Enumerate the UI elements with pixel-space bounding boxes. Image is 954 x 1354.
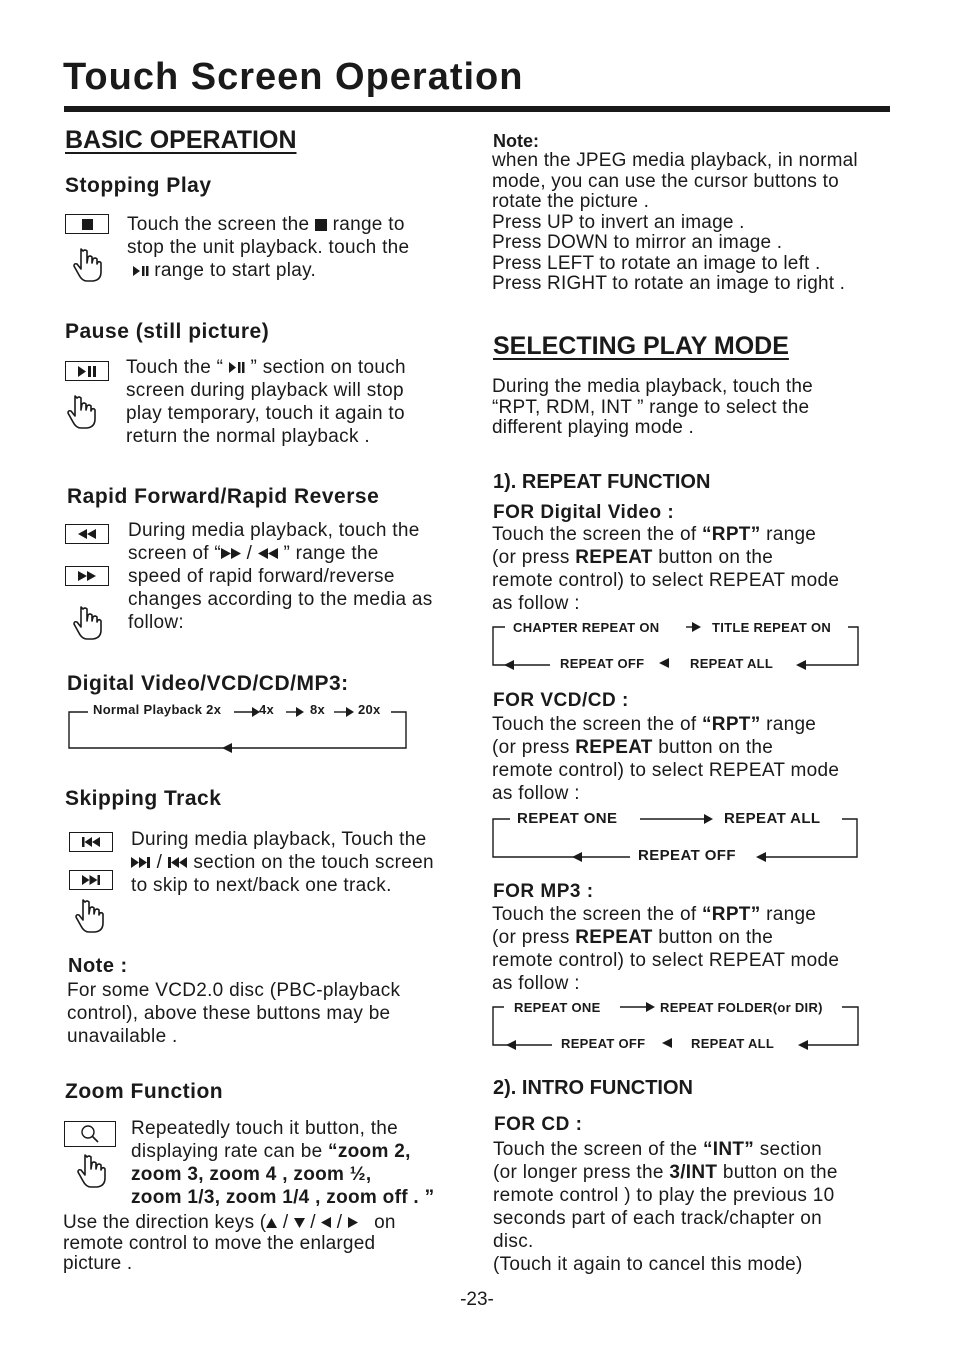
rapid-text-1: During media playback, touch the xyxy=(128,520,420,541)
skip-text-3: to skip to next/back one track. xyxy=(131,875,392,896)
note-text-3: unavailable . xyxy=(67,1026,178,1047)
fast-forward-button-icon xyxy=(65,566,109,586)
mp3-flow-3: REPEAT OFF xyxy=(561,1036,646,1051)
next-track-button-icon xyxy=(69,870,113,890)
hand-pointer-icon xyxy=(76,1154,106,1190)
next-track-icon xyxy=(131,857,151,868)
pause-text-2: screen during playback will stop xyxy=(126,380,404,401)
zoom-text-5c: / xyxy=(310,1212,316,1233)
mp3-text-2c: button on the xyxy=(652,927,774,948)
vcd-flow-1: REPEAT ONE xyxy=(517,810,618,827)
mode-text-2: “RPT, RDM, INT ” range to select the xyxy=(492,396,810,418)
rapid-text-2b: / xyxy=(246,543,253,564)
mp3-flow-1: REPEAT ONE xyxy=(514,1000,601,1015)
cd-text-2c: button on the xyxy=(717,1162,838,1183)
mp3-flow-4: REPEAT ALL xyxy=(691,1036,775,1051)
cd-text-1c: section xyxy=(754,1139,822,1160)
rewind-icon xyxy=(258,548,278,559)
zoom-text-3: zoom 3, zoom 4 , zoom ½, xyxy=(131,1164,372,1185)
dvd-flow-1: CHAPTER REPEAT ON xyxy=(513,620,660,635)
zoom-text-2b: “zoom 2, xyxy=(328,1141,411,1162)
fast-forward-icon xyxy=(221,548,241,559)
mp3-heading: FOR MP3 : xyxy=(493,881,594,902)
skip-text-2b: section on the touch screen xyxy=(193,852,434,873)
vcd-flow-2: REPEAT ALL xyxy=(724,810,821,827)
dvd-text-1b: “RPT” xyxy=(702,524,761,545)
hand-pointer-icon xyxy=(72,248,102,284)
mode-text-1: During the media playback, touch the xyxy=(492,376,813,397)
down-arrow-icon xyxy=(294,1218,305,1228)
title-rule xyxy=(64,106,890,112)
pause-heading: Pause (still picture) xyxy=(65,320,270,343)
pause-text-4: return the normal playback . xyxy=(126,426,370,447)
vcd-flow-3: REPEAT OFF xyxy=(638,847,736,864)
vcd-text-1b: “RPT” xyxy=(702,714,761,735)
zoom-text-5e: on xyxy=(374,1212,396,1233)
intro-function-heading: 2). INTRO FUNCTION xyxy=(493,1077,693,1099)
dvd-flow-3: REPEAT OFF xyxy=(560,656,645,671)
dv-step-1: Normal Playback 2x xyxy=(93,702,222,717)
rapid-text-3: speed of rapid forward/reverse xyxy=(128,566,395,587)
stopping-text-1b: range to xyxy=(332,214,405,235)
rapid-text-2c: ” range the xyxy=(283,543,379,564)
vcd-text-3: remote control) to select REPEAT mode xyxy=(492,760,840,781)
stopping-text-2: stop the unit playback. touch the xyxy=(127,237,410,258)
right-arrow-icon xyxy=(348,1217,358,1228)
jpeg-note-text-3: rotate the picture . xyxy=(492,191,650,212)
note-heading: Note : xyxy=(68,955,128,977)
dvd-heading: FOR Digital Video : xyxy=(493,502,675,523)
dvd-text-2c: button on the xyxy=(652,547,774,568)
jpeg-note-text-4: Press UP to invert an image . xyxy=(492,211,745,233)
page-number: -23- xyxy=(460,1289,494,1310)
hand-pointer-icon xyxy=(72,606,102,642)
jpeg-note-text-7: Press RIGHT to rotate an image to right . xyxy=(492,273,846,294)
dv-step-2: 4x xyxy=(259,702,275,717)
basic-operation-heading: BASIC OPERATION xyxy=(65,126,297,154)
pause-text-1a: Touch the “ xyxy=(126,357,224,378)
stop-button-icon xyxy=(65,214,109,234)
vcd-text-1c: range xyxy=(760,714,817,735)
cd-text-2b: 3/INT xyxy=(669,1162,718,1183)
hand-pointer-icon xyxy=(74,899,104,935)
zoom-button-icon xyxy=(64,1121,116,1147)
skip-heading: Skipping Track xyxy=(65,787,222,810)
cd-heading: FOR CD : xyxy=(494,1114,583,1135)
previous-track-icon xyxy=(168,857,188,868)
mp3-flow-2: REPEAT FOLDER(or DIR) xyxy=(660,1000,823,1015)
jpeg-note-text-5: Press DOWN to mirror an image . xyxy=(492,232,783,253)
mp3-text-2a: (or press xyxy=(492,927,576,948)
dvd-text-4: as follow : xyxy=(492,593,580,614)
jpeg-note-text-6: Press LEFT to rotate an image to left . xyxy=(492,252,821,274)
cd-text-1a: Touch the screen of the xyxy=(493,1139,703,1160)
rapid-text-4: changes according to the media as xyxy=(128,589,433,610)
play-mode-heading: SELECTING PLAY MODE xyxy=(493,332,789,360)
zoom-heading: Zoom Function xyxy=(65,1080,224,1103)
stopping-play-heading: Stopping Play xyxy=(65,174,212,197)
jpeg-note-text-2: mode, you can use the cursor buttons to xyxy=(492,170,839,192)
dvd-text-3: remote control) to select REPEAT mode xyxy=(492,570,840,591)
dv-step-3: 8x xyxy=(310,702,326,717)
stopping-text-1a: Touch the screen the xyxy=(127,214,310,235)
rewind-button-icon xyxy=(65,524,109,544)
vcd-text-2c: button on the xyxy=(652,737,774,758)
play-pause-button-icon xyxy=(65,361,109,381)
play-pause-icon xyxy=(229,362,245,373)
mp3-text-4: as follow : xyxy=(492,973,580,994)
cd-text-4: seconds part of each track/chapter on xyxy=(493,1208,823,1229)
mp3-text-1b: “RPT” xyxy=(702,904,761,925)
pause-text-1b: ” section on touch xyxy=(250,357,406,378)
mp3-text-3: remote control) to select REPEAT mode xyxy=(492,950,840,971)
jpeg-note-text-1: when the JPEG media playback, in normal xyxy=(492,150,858,171)
rapid-text-5: follow: xyxy=(128,612,184,633)
pause-text-3: play temporary, touch it again to xyxy=(126,403,405,424)
mp3-text-1a: Touch the screen the of xyxy=(492,904,702,925)
cd-text-1b: “INT” xyxy=(703,1139,755,1160)
dvd-text-2b: REPEAT xyxy=(575,547,653,568)
skip-text-2a: / xyxy=(156,852,163,873)
repeat-function-heading: 1). REPEAT FUNCTION xyxy=(493,471,711,493)
zoom-text-5a: Use the direction keys ( xyxy=(63,1212,267,1233)
previous-track-button-icon xyxy=(69,832,113,852)
dvd-flow-4: REPEAT ALL xyxy=(690,656,774,671)
rapid-text-2a: screen of “ xyxy=(128,543,222,564)
zoom-text-2a: displaying rate can be xyxy=(131,1141,329,1162)
zoom-text-5b: / xyxy=(282,1212,289,1233)
stopping-text-3: range to start play. xyxy=(154,260,317,281)
note-text-2: control), above these buttons may be xyxy=(67,1003,391,1024)
zoom-text-5d: / xyxy=(336,1212,343,1233)
zoom-text-1: Repeatedly touch it button, the xyxy=(131,1118,399,1139)
mode-text-3: different playing mode . xyxy=(492,417,694,438)
jpeg-note-heading: Note: xyxy=(493,131,539,151)
mp3-text-1c: range xyxy=(760,904,817,925)
skip-text-1: During media playback, Touch the xyxy=(131,829,427,850)
cd-text-6: (Touch it again to cancel this mode) xyxy=(493,1254,803,1275)
vcd-text-2b: REPEAT xyxy=(575,737,653,758)
page-title: Touch Screen Operation xyxy=(63,56,524,98)
stop-icon xyxy=(315,219,327,231)
dv-heading: Digital Video/VCD/CD/MP3: xyxy=(67,672,349,695)
dvd-text-2a: (or press xyxy=(492,547,576,568)
cd-text-5: disc. xyxy=(493,1231,534,1252)
zoom-text-6: remote control to move the enlarged xyxy=(63,1232,376,1254)
zoom-text-7: picture . xyxy=(63,1253,133,1274)
zoom-text-4: zoom 1/3, zoom 1/4 , zoom off . ” xyxy=(131,1187,435,1208)
dvd-text-1a: Touch the screen the of xyxy=(492,524,702,545)
vcd-text-2a: (or press xyxy=(492,737,576,758)
left-arrow-icon xyxy=(321,1217,331,1228)
vcd-text-1a: Touch the screen the of xyxy=(492,714,702,735)
vcd-text-4: as follow : xyxy=(492,783,580,804)
cd-text-3: remote control ) to play the previous 10 xyxy=(493,1185,835,1206)
dv-step-4: 20x xyxy=(358,702,381,717)
cd-text-2a: (or longer press the xyxy=(493,1162,670,1183)
note-text-1: For some VCD2.0 disc (PBC-playback xyxy=(67,980,401,1001)
up-arrow-icon xyxy=(266,1218,277,1228)
rapid-heading: Rapid Forward/Rapid Reverse xyxy=(67,485,380,508)
mp3-text-2b: REPEAT xyxy=(575,927,653,948)
dvd-flow-2: TITLE REPEAT ON xyxy=(712,620,832,635)
dvd-text-1c: range xyxy=(760,524,817,545)
vcd-heading: FOR VCD/CD : xyxy=(493,690,629,711)
play-pause-icon xyxy=(133,266,149,276)
hand-pointer-icon xyxy=(66,395,96,431)
